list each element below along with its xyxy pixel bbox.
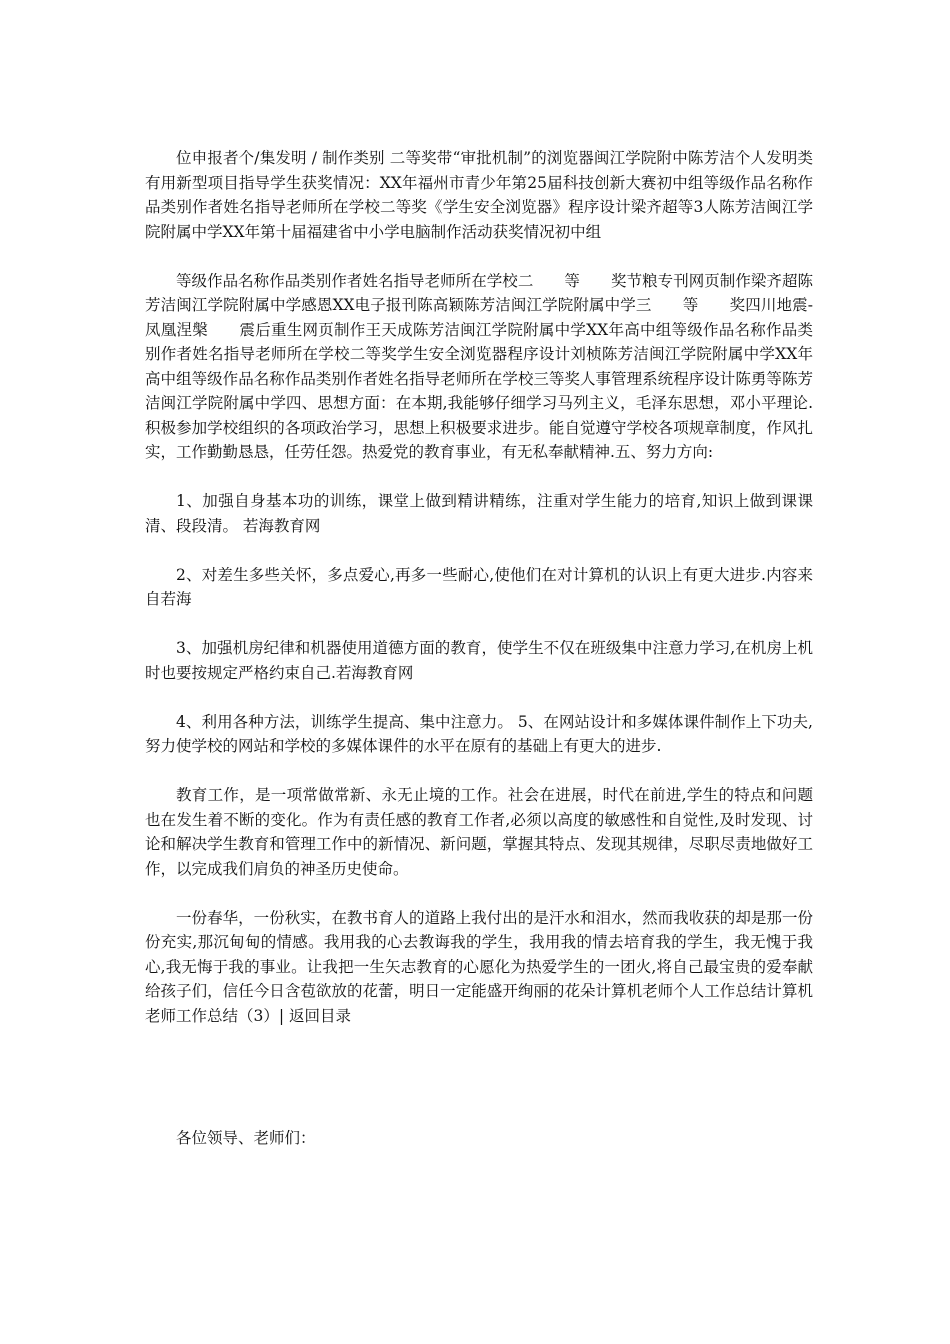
paragraph-direction-3: 3、加强机房纪律和机器使用道德方面的教育，使学生不仅在班级集中注意力学习,在机房上机时也要按规定严格约束自己.若海教育网 xyxy=(145,639,813,682)
paragraph-direction-2: 2、对差生多些关怀，多点爱心,再多一些耐心,使他们在对计算机的认识上有更大进步.内容来自若海 xyxy=(145,565,813,608)
greeting-line: 各位领导、老师们： xyxy=(176,1129,316,1147)
paragraph-direction-1: 1、加强自身基本功的训练，课堂上做到精讲精练，注重对学生能力的培育,知识上做到课课清、段段清。 若海教育网 xyxy=(145,492,813,535)
paragraph-closing: 一份春华，一份秋实，在教书育人的道路上我付出的是汗水和泪水，然而我收获的却是那一份份充实,那沉甸甸的情感。我用我的心去教诲我的学生，我用我的情去培育我的学生，我无愧于我心,我无悔于我的事业。让我把一生矢志教育的心愿化为热爱学生的一团火,将自己最宝贵的爱奉献给孩子们，信任今日含苞欲放的花蕾，明日一定能盛开绚丽的花朵计算机老师个人工作总结计算机老师工作总结（3）| 返回目录 xyxy=(145,908,813,1025)
paragraph-education-work: 教育工作，是一项常做常新、永无止境的工作。社会在进展，时代在前进,学生的特点和问题也在发生着不断的变化。作为有责任感的教育工作者,必须以高度的敏感性和自觉性,及时发现、讨论和解决学生教育和管理工作中的新情况、新问题，掌握其特点、发现其规律，尽职尽责地做好工作，以完成我们肩负的神圣历史使命。 xyxy=(145,786,813,878)
document-body xyxy=(145,146,813,1175)
paragraph-direction-4-5: 4、利用各种方法，训练学生提高、集中注意力。 5、在网站设计和多媒体课件制作上下功夫,努力使学校的网站和学校的多媒体课件的水平在原有的基础上有更大的进步. xyxy=(145,712,813,755)
paragraph-awards-table: 等级作品名称作品类别作者姓名指导老师所在学校二 等 奖节粮专刊网页制作梁齐超陈芳洁闽江学院附属中学感恩XX电子报刊陈高颖陈芳洁闽江学院附属中学三 等 奖四川地震-凤凰涅槃 震后重生网页制作王天成陈芳洁闽江学院附属中学XX年高中组等级作品名称作品类别作者姓名指导老师所在学校二等奖学生安全浏览器程序设计刘桢陈芳洁闽江学院附属中学XX年高中组等级作品名称作品类别作者姓名指导老师所在学校三等奖人事管理系统程序设计陈勇等陈芳洁闽江学院附属中学四、思想方面：在本期,我能够仔细学习马列主义，毛泽东思想，邓小平理论.积极参加学校组织的各项政治学习，思想上积极要求进步。能自觉遵守学校各项规章制度，作风扎实，工作勤勤恳恳，任劳任怨。热爱党的教育事业，有无私奉献精神.五、努力方向: xyxy=(145,271,813,461)
paragraph-awards: 位申报者个/集发明 / 制作类别 二等奖带“审批机制”的浏览器闽江学院附中陈芳洁个人发明类有用新型项目指导学生获奖情况：XX年福州市青少年第25届科技创新大赛初中组等级作品名称作品类别作者姓名指导老师所在学校二等奖《学生安全浏览器》程序设计梁齐超等3人陈芳洁闽江学院附属中学XX年第十届福建省中小学电脑制作活动获奖情况初中组 xyxy=(145,149,813,241)
